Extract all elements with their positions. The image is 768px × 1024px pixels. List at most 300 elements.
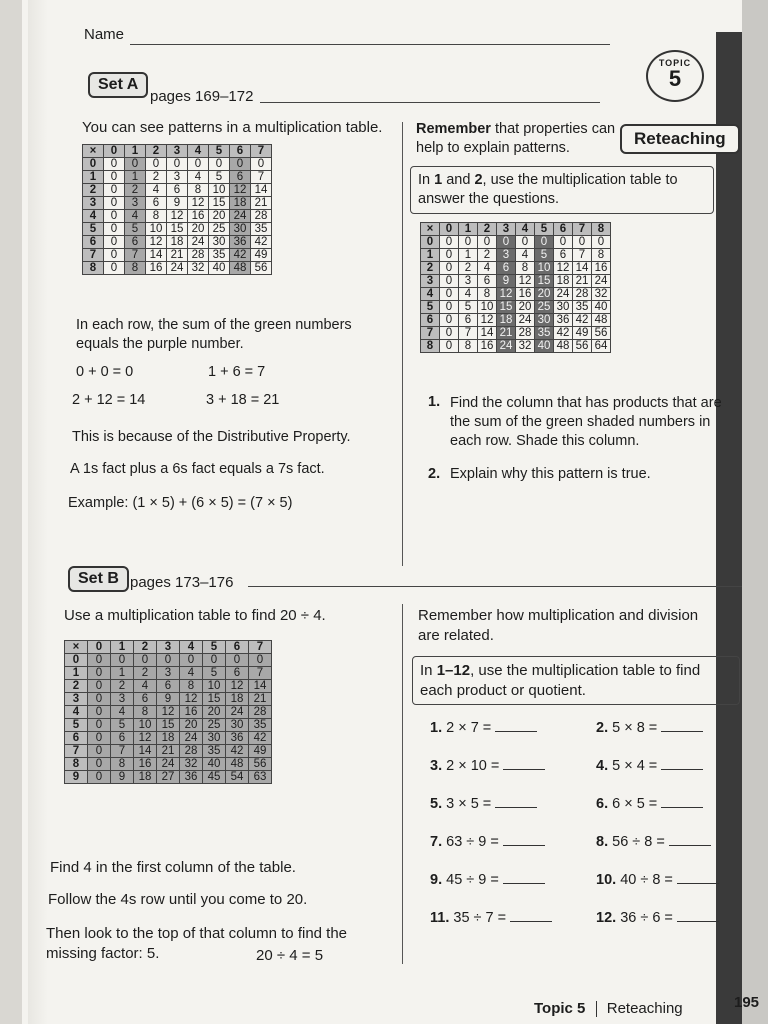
table-cell: 0 — [440, 236, 459, 249]
table-cell: 1 — [65, 667, 88, 680]
problem-expression: 45 ÷ 9 = — [446, 872, 499, 888]
table-cell: 3 — [157, 667, 180, 680]
set-a-rule — [260, 102, 600, 103]
table-cell: 4 — [65, 706, 88, 719]
table-cell: 8 — [421, 340, 440, 353]
table-cell: 30 — [554, 301, 573, 314]
problem-number: 6. — [596, 796, 613, 812]
table-cell: 4 — [188, 171, 209, 184]
table-cell: × — [421, 223, 440, 236]
table-cell: 5 — [209, 171, 230, 184]
table-row — [421, 340, 611, 353]
table-cell: 1 — [459, 223, 478, 236]
table-cell: 20 — [209, 210, 230, 223]
table-cell: 4 — [125, 210, 146, 223]
table-row — [83, 210, 272, 223]
problem-item — [430, 758, 545, 774]
table-cell: 7 — [65, 745, 88, 758]
table-cell: 2 — [125, 184, 146, 197]
table-cell: 14 — [573, 262, 592, 275]
table-cell: 0 — [440, 301, 459, 314]
table-cell: 16 — [146, 262, 167, 275]
table-cell: 15 — [203, 693, 226, 706]
set-a-remember — [416, 120, 616, 158]
table-cell: 4 — [188, 145, 209, 158]
problem-item — [596, 910, 719, 926]
table-cell: 9 — [65, 771, 88, 784]
problem-item — [596, 796, 703, 812]
table-cell: 64 — [592, 340, 611, 353]
footer — [534, 1000, 683, 1017]
set-a-eq-2: 1 + 6 = 7 — [208, 364, 266, 380]
table-cell: 6 — [226, 641, 249, 654]
answer-blank[interactable] — [495, 807, 537, 808]
table-cell: 14 — [146, 249, 167, 262]
problem-number: 11. — [430, 910, 454, 926]
footer-section: Reteaching — [606, 1000, 683, 1017]
table-cell: 6 — [421, 314, 440, 327]
instr-b-pre: In — [420, 662, 437, 679]
table-cell: 48 — [226, 758, 249, 771]
table-cell: 8 — [180, 680, 203, 693]
table-cell: 21 — [573, 275, 592, 288]
table-cell: 36 — [554, 314, 573, 327]
table-cell: 0 — [104, 210, 125, 223]
table-cell: 5 — [65, 719, 88, 732]
table-cell: 27 — [157, 771, 180, 784]
table-cell: 0 — [535, 236, 554, 249]
answer-blank[interactable] — [503, 883, 545, 884]
table-cell: 2 — [478, 249, 497, 262]
table-cell: 4 — [111, 706, 134, 719]
table-cell: 3 — [125, 197, 146, 210]
table-cell: 35 — [209, 249, 230, 262]
instr-b-post: , use the multiplication table to find each product or quotient. — [420, 662, 701, 699]
table-cell: 1 — [111, 667, 134, 680]
answer-blank[interactable] — [677, 921, 719, 922]
table-row — [421, 249, 611, 262]
table-cell: 42 — [249, 732, 272, 745]
answer-blank[interactable] — [669, 845, 711, 846]
answer-blank[interactable] — [495, 731, 537, 732]
table-cell: 14 — [249, 680, 272, 693]
table-cell: 3 — [497, 249, 516, 262]
table-cell: 24 — [497, 340, 516, 353]
answer-blank[interactable] — [661, 769, 703, 770]
table-cell: 54 — [226, 771, 249, 784]
table-row — [83, 236, 272, 249]
table-cell: 2 — [111, 680, 134, 693]
page-fold-shadow — [28, 0, 48, 1024]
table-cell: 24 — [230, 210, 251, 223]
table-cell: 0 — [592, 236, 611, 249]
table-row — [65, 732, 272, 745]
table-cell: 49 — [249, 745, 272, 758]
problem-number: 7. — [430, 834, 447, 850]
table-cell: 0 — [421, 236, 440, 249]
table-cell: 7 — [459, 327, 478, 340]
background-strip — [742, 0, 768, 1024]
set-a-label: Set A — [88, 72, 148, 98]
set-b-mult-table — [64, 640, 272, 784]
table-cell: 8 — [125, 262, 146, 275]
set-b-step-3: Then look to the top of that column to find the missing factor: 5. — [46, 925, 348, 962]
table-cell: 40 — [203, 758, 226, 771]
table-cell: 8 — [478, 288, 497, 301]
table-cell: 30 — [203, 732, 226, 745]
table-cell: 2 — [65, 680, 88, 693]
table-cell: 15 — [157, 719, 180, 732]
table-cell: 7 — [111, 745, 134, 758]
table-cell: 0 — [478, 236, 497, 249]
table-cell: 18 — [497, 314, 516, 327]
answer-blank[interactable] — [503, 769, 545, 770]
problem-item — [430, 834, 545, 850]
table-cell: 12 — [478, 314, 497, 327]
table-cell: 2 — [83, 184, 104, 197]
table-cell: 28 — [180, 745, 203, 758]
table-cell: 56 — [251, 262, 272, 275]
table-cell: 0 — [157, 654, 180, 667]
problem-number: 1. — [430, 720, 447, 736]
table-cell: 0 — [440, 262, 459, 275]
problem-expression: 2 × 7 = — [446, 720, 492, 736]
table-cell: 12 — [226, 680, 249, 693]
table-cell: 21 — [157, 745, 180, 758]
table-cell: 7 — [251, 171, 272, 184]
table-cell: 0 — [249, 654, 272, 667]
table-cell: 25 — [535, 301, 554, 314]
table-row — [421, 262, 611, 275]
table-cell: 0 — [146, 158, 167, 171]
table-cell: 9 — [167, 197, 188, 210]
table-cell: 36 — [226, 732, 249, 745]
table-cell: 0 — [83, 158, 104, 171]
table-row — [421, 301, 611, 314]
table-cell: 3 — [497, 223, 516, 236]
instr-and: and — [442, 172, 475, 188]
table-cell: 28 — [188, 249, 209, 262]
problem-number: 8. — [596, 834, 613, 850]
table-cell: 0 — [104, 158, 125, 171]
table-row — [65, 667, 272, 680]
table-cell: 3 — [83, 197, 104, 210]
table-cell: 5 — [111, 719, 134, 732]
table-cell: 1 — [459, 249, 478, 262]
answer-blank[interactable] — [510, 921, 552, 922]
table-cell: 14 — [134, 745, 157, 758]
table-cell: 21 — [497, 327, 516, 340]
table-cell: 12 — [134, 732, 157, 745]
set-a-explain-2: This is because of the Distributive Property. — [72, 429, 351, 445]
table-cell: 0 — [440, 288, 459, 301]
set-a-q1-text: Find the column that has products that are the sum of the green shaded numbers in each row. Shade this column. — [450, 395, 722, 449]
table-cell: 5 — [535, 223, 554, 236]
table-cell: 24 — [516, 314, 535, 327]
table-cell: 6 — [157, 680, 180, 693]
name-field-line[interactable] — [130, 44, 610, 45]
table-cell: 21 — [249, 693, 272, 706]
table-cell: 6 — [167, 184, 188, 197]
set-b-step-3-eq: 20 ÷ 4 = 5 — [256, 947, 324, 964]
problem-expression: 35 ÷ 7 = — [453, 910, 507, 926]
table-cell: 30 — [230, 223, 251, 236]
table-row — [421, 327, 611, 340]
problem-expression: 2 × 10 = — [446, 758, 500, 774]
table-cell: 18 — [230, 197, 251, 210]
table-cell: 16 — [134, 758, 157, 771]
table-cell: 28 — [251, 210, 272, 223]
table-cell: 35 — [203, 745, 226, 758]
table-cell: 6 — [146, 197, 167, 210]
table-row — [421, 236, 611, 249]
answer-blank[interactable] — [677, 883, 719, 884]
table-cell: 42 — [251, 236, 272, 249]
table-cell: 28 — [249, 706, 272, 719]
set-b-instructions — [412, 656, 740, 705]
instr-pre: In — [418, 172, 435, 188]
reteaching-label: Reteaching — [620, 124, 740, 154]
table-cell: 0 — [104, 236, 125, 249]
table-cell: 28 — [573, 288, 592, 301]
instr-num-2: 2 — [474, 172, 483, 188]
table-cell: 9 — [157, 693, 180, 706]
table-row — [83, 262, 272, 275]
table-cell: 20 — [180, 719, 203, 732]
table-cell: 7 — [421, 327, 440, 340]
table-cell: 0 — [516, 236, 535, 249]
table-cell: 5 — [83, 223, 104, 236]
footer-topic: Topic 5 — [534, 1000, 586, 1017]
table-cell: 3 — [65, 693, 88, 706]
table-cell: 4 — [421, 288, 440, 301]
remember-rest: that properties can help to explain patterns. — [416, 121, 616, 156]
problem-number: 5. — [430, 796, 447, 812]
table-cell: 0 — [88, 771, 111, 784]
table-cell: 2 — [134, 641, 157, 654]
table-cell: 4 — [459, 288, 478, 301]
table-row — [83, 197, 272, 210]
table-cell: 0 — [88, 654, 111, 667]
table-cell: 18 — [157, 732, 180, 745]
table-cell: 6 — [111, 732, 134, 745]
set-b-divider — [402, 604, 403, 964]
table-cell: 7 — [125, 249, 146, 262]
table-cell: 3 — [157, 641, 180, 654]
set-b-pages: pages 173–176 — [130, 574, 234, 591]
answer-blank[interactable] — [661, 731, 703, 732]
problem-expression: 5 × 8 = — [612, 720, 658, 736]
table-cell: 9 — [497, 275, 516, 288]
set-a-divider — [402, 122, 403, 566]
table-cell: 24 — [592, 275, 611, 288]
table-cell: 14 — [478, 327, 497, 340]
table-row — [83, 171, 272, 184]
table-cell: 7 — [573, 249, 592, 262]
table-cell: 0 — [104, 197, 125, 210]
problem-expression: 63 ÷ 9 = — [446, 834, 499, 850]
table-cell: 20 — [535, 288, 554, 301]
table-row — [65, 654, 272, 667]
table-cell: 8 — [592, 249, 611, 262]
topic-badge-label: TOPIC — [658, 58, 692, 68]
table-cell: 0 — [573, 236, 592, 249]
table-cell: 35 — [573, 301, 592, 314]
table-cell: 4 — [146, 184, 167, 197]
table-cell: 15 — [535, 275, 554, 288]
table-cell: 16 — [180, 706, 203, 719]
table-cell: 0 — [230, 158, 251, 171]
table-cell: 15 — [209, 197, 230, 210]
table-cell: 0 — [88, 758, 111, 771]
table-cell: 0 — [88, 745, 111, 758]
table-cell: 15 — [167, 223, 188, 236]
table-cell: 0 — [104, 171, 125, 184]
problem-number: 4. — [596, 758, 613, 774]
table-cell: 56 — [592, 327, 611, 340]
table-cell: 0 — [88, 693, 111, 706]
table-cell: 14 — [251, 184, 272, 197]
table-cell: 2 — [134, 667, 157, 680]
table-cell: 32 — [592, 288, 611, 301]
table-cell: 1 — [111, 641, 134, 654]
set-b-step-1: Find 4 in the first column of the table. — [50, 859, 296, 876]
table-cell: 6 — [554, 223, 573, 236]
table-row — [65, 641, 272, 654]
table-row — [65, 771, 272, 784]
table-row — [65, 745, 272, 758]
table-cell: 18 — [134, 771, 157, 784]
table-cell: 5 — [203, 667, 226, 680]
problem-number: 9. — [430, 872, 447, 888]
table-cell: 6 — [459, 314, 478, 327]
set-b-rule — [248, 586, 742, 587]
table-cell: 16 — [516, 288, 535, 301]
problem-item — [596, 758, 703, 774]
table-cell: 5 — [535, 249, 554, 262]
table-cell: 0 — [104, 223, 125, 236]
table-cell: 2 — [459, 262, 478, 275]
table-cell: 10 — [146, 223, 167, 236]
set-a-q1-num: 1. — [428, 394, 441, 410]
table-cell: 4 — [180, 641, 203, 654]
table-cell: 48 — [230, 262, 251, 275]
table-cell: 2 — [421, 262, 440, 275]
table-cell: 16 — [592, 262, 611, 275]
table-cell: 6 — [226, 667, 249, 680]
set-b-step-2: Follow the 4s row until you come to 20. — [48, 891, 308, 908]
answer-blank[interactable] — [661, 807, 703, 808]
set-a-eq-3: 2 + 12 = 14 — [72, 392, 146, 408]
set-a-q2-text: Explain why this pattern is true. — [450, 466, 651, 482]
table-cell: 36 — [230, 236, 251, 249]
table-cell: 16 — [188, 210, 209, 223]
table-cell: 45 — [203, 771, 226, 784]
problem-number: 10. — [596, 872, 621, 888]
answer-blank[interactable] — [503, 845, 545, 846]
table-cell: 0 — [65, 654, 88, 667]
table-row — [65, 758, 272, 771]
table-cell: 0 — [88, 680, 111, 693]
table-cell: 56 — [573, 340, 592, 353]
table-cell: 8 — [134, 706, 157, 719]
problem-number: 12. — [596, 910, 621, 926]
table-cell: 24 — [167, 262, 188, 275]
table-cell: 63 — [249, 771, 272, 784]
table-cell: 0 — [554, 236, 573, 249]
table-cell: 8 — [111, 758, 134, 771]
table-cell: 8 — [65, 758, 88, 771]
instr-num-1: 1 — [434, 172, 443, 188]
table-cell: 0 — [440, 340, 459, 353]
page-edge-bar — [716, 32, 742, 1024]
table-cell: 0 — [440, 275, 459, 288]
table-cell: 3 — [167, 171, 188, 184]
problem-item — [596, 872, 719, 888]
table-cell: 28 — [516, 327, 535, 340]
table-cell: 0 — [104, 145, 125, 158]
set-a-q2-num: 2. — [428, 466, 441, 482]
table-cell: 12 — [157, 706, 180, 719]
table-cell: 0 — [459, 236, 478, 249]
instr-b-range: 1–12 — [436, 662, 471, 679]
table-cell: 0 — [440, 327, 459, 340]
table-cell: 2 — [478, 223, 497, 236]
table-cell: 6 — [134, 693, 157, 706]
table-cell: 0 — [251, 158, 272, 171]
table-cell: 0 — [203, 654, 226, 667]
problem-expression: 3 × 5 = — [446, 796, 492, 812]
remember-bold: Remember — [416, 121, 491, 137]
set-a-eq-4: 3 + 18 = 21 — [206, 392, 280, 408]
table-cell: 10 — [478, 301, 497, 314]
table-cell: 30 — [535, 314, 554, 327]
table-row — [65, 693, 272, 706]
table-cell: 8 — [83, 262, 104, 275]
table-row — [421, 275, 611, 288]
problem-item — [596, 720, 703, 736]
table-cell: 42 — [230, 249, 251, 262]
problem-expression: 6 × 5 = — [612, 796, 658, 812]
table-cell: 6 — [83, 236, 104, 249]
table-cell: 2 — [146, 171, 167, 184]
table-cell: 8 — [459, 340, 478, 353]
table-cell: 35 — [249, 719, 272, 732]
table-row — [83, 145, 272, 158]
table-cell: 8 — [146, 210, 167, 223]
table-cell: 3 — [421, 275, 440, 288]
set-a-instructions — [410, 166, 714, 214]
table-cell: 12 — [146, 236, 167, 249]
table-cell: 12 — [554, 262, 573, 275]
set-b-intro: Use a multiplication table to find 20 ÷ 4. — [64, 607, 326, 624]
set-a-explain-3: A 1s fact plus a 6s fact equals a 7s fact. — [70, 461, 325, 477]
problem-expression: 5 × 4 = — [612, 758, 658, 774]
problem-expression: 36 ÷ 6 = — [620, 910, 673, 926]
table-cell: 35 — [251, 223, 272, 236]
table-cell: 12 — [167, 210, 188, 223]
table-row — [83, 184, 272, 197]
table-row — [65, 680, 272, 693]
problem-item — [596, 834, 711, 850]
table-cell: 0 — [104, 249, 125, 262]
set-b-remember: Remember how multiplication and division are related. — [418, 607, 699, 644]
table-cell: 30 — [209, 236, 230, 249]
table-cell: 12 — [497, 288, 516, 301]
problem-item — [430, 720, 537, 736]
table-cell: 0 — [88, 667, 111, 680]
table-row — [421, 314, 611, 327]
